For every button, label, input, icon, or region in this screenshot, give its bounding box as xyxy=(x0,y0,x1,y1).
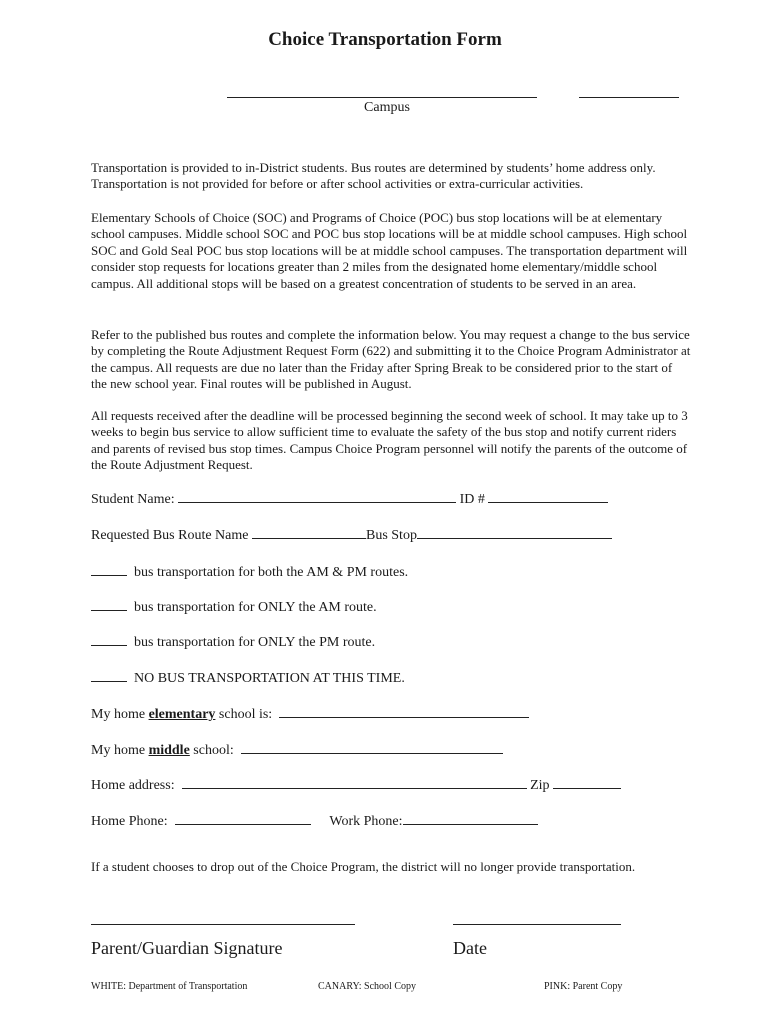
date-label: Date xyxy=(453,938,487,958)
footer-white-copy: WHITE: Department of Transportation xyxy=(91,981,248,992)
elementary-prefix: My home xyxy=(91,707,146,722)
option-none-row xyxy=(91,667,405,687)
option-pm-label: bus transportation for ONLY the PM route. xyxy=(134,635,376,650)
option-both-row xyxy=(91,561,408,581)
campus-label: Campus xyxy=(364,100,410,115)
footer-canary-copy: CANARY: School Copy xyxy=(318,981,416,992)
drop-out-note: If a student chooses to drop out of the Choice Program, the district will no longer provide transportation. xyxy=(91,859,636,874)
home-address-row xyxy=(91,774,621,794)
work-phone-label: Work Phone: xyxy=(329,814,403,829)
signature-label: Parent/Guardian Signature xyxy=(91,938,283,958)
paragraph-stop-locations: Elementary Schools of Choice (SOC) and Programs of Choice (POC) bus stop locations will be at elementary school campuses. Middle school SOC and POC bus stop locations will be at middle school campuses. High school SOC and Gold Seal POC bus stop locations will be at middle school campuses. The transportation department will consider stop requests for locations greater than 2 miles from the designated home elementary/middle school campus. All additional stops will be based on a greatest concentration of students to be served in an area. xyxy=(91,210,688,291)
paragraph-deadline: All requests received after the deadline will be processed beginning the second week of school. It may take up to 3 weeks to begin bus service to allow sufficient time to evaluate the safety of the bus stop and notify current riders and parents of revised bus stop times. Campus Choice Program personnel will notify the parents of the outcome of the Route Adjustment Request. xyxy=(91,408,688,473)
bus-stop-input[interactable] xyxy=(417,524,612,539)
work-phone-input[interactable] xyxy=(403,810,538,825)
student-name-label: Student Name: xyxy=(91,492,175,507)
campus-blank-line-short xyxy=(579,97,679,98)
home-phone-input[interactable] xyxy=(175,810,311,825)
id-input[interactable] xyxy=(488,488,608,503)
bus-stop-label: Bus Stop xyxy=(365,528,417,543)
home-phone-label: Home Phone: xyxy=(91,814,168,829)
middle-suffix: school: xyxy=(193,743,234,758)
elementary-word: elementary xyxy=(148,707,216,722)
elementary-school-input[interactable] xyxy=(279,703,529,718)
campus-field[interactable] xyxy=(227,85,680,99)
paragraph-eligibility: Transportation is provided to in-District students. Bus routes are determined by students’ home address only. Transportation is not provided for before or after school activities or extra-curricular activities. xyxy=(91,160,656,192)
zip-label: Zip xyxy=(530,778,550,793)
footer-pink-copy: PINK: Parent Copy xyxy=(544,981,623,992)
date-input[interactable] xyxy=(453,924,621,925)
student-name-input[interactable] xyxy=(178,488,456,503)
route-row xyxy=(91,524,612,544)
option-am-checkbox[interactable] xyxy=(91,596,127,611)
middle-word: middle xyxy=(148,743,190,758)
paragraph-instructions: Refer to the published bus routes and complete the information below. You may request a change to the bus service by completing the Route Adjustment Request Form (622) and submitting it to the Choice Program Administrator at the campus. All requests are due no later than the Friday after Spring Break to be considered prior to the start of the new school year. Final routes will be published in August. xyxy=(91,327,691,392)
option-none-checkbox[interactable] xyxy=(91,667,127,682)
route-name-label: Requested Bus Route Name xyxy=(91,528,249,543)
option-am-row xyxy=(91,596,377,616)
student-name-row xyxy=(91,488,608,508)
middle-prefix: My home xyxy=(91,743,146,758)
elementary-school-row xyxy=(91,703,529,723)
signature-input[interactable] xyxy=(91,924,355,925)
form-title: Choice Transportation Form xyxy=(268,29,502,50)
middle-school-row xyxy=(91,739,503,759)
elementary-suffix: school is: xyxy=(218,707,273,722)
option-am-label: bus transportation for ONLY the AM route. xyxy=(134,600,377,615)
route-name-input[interactable] xyxy=(252,524,366,539)
home-address-input[interactable] xyxy=(182,774,527,789)
option-both-checkbox[interactable] xyxy=(91,561,127,576)
id-label: ID # xyxy=(459,492,485,507)
home-address-label: Home address: xyxy=(91,778,175,793)
option-pm-checkbox[interactable] xyxy=(91,631,127,646)
middle-school-input[interactable] xyxy=(241,739,503,754)
campus-blank-line xyxy=(227,97,537,98)
option-none-label: NO BUS TRANSPORTATION AT THIS TIME. xyxy=(134,671,405,686)
zip-input[interactable] xyxy=(553,774,621,789)
option-both-label: bus transportation for both the AM & PM routes. xyxy=(134,565,409,580)
option-pm-row xyxy=(91,631,375,651)
phone-row xyxy=(91,810,538,830)
